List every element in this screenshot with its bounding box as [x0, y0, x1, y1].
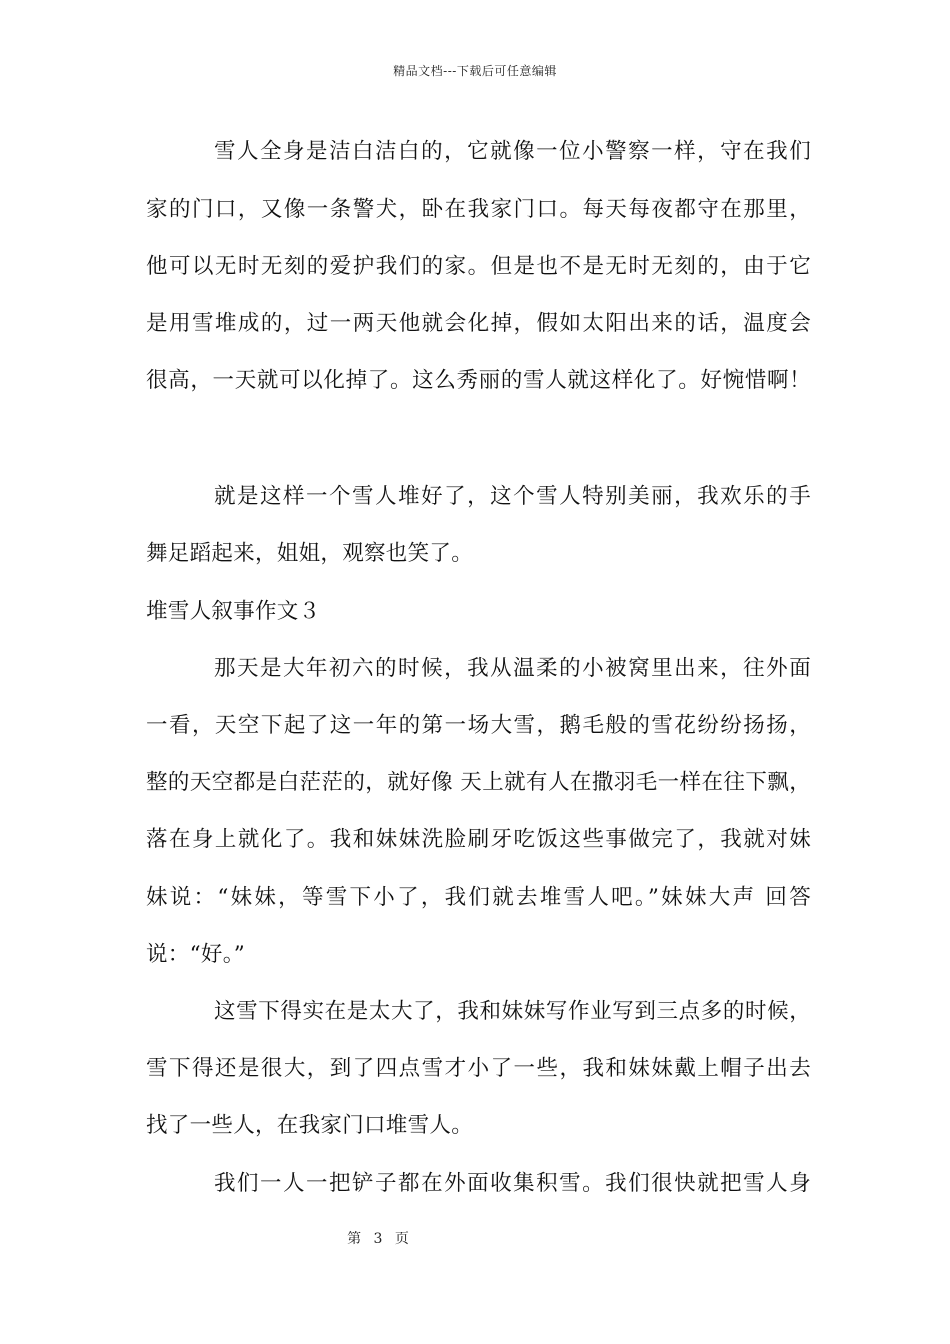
paragraph-line: 整的天空都是白茫茫的，就好像 天上就有人在撒羽毛一样在往下飘，	[146, 770, 811, 795]
paragraph-line: 是用雪堆成的，过一两天他就会化掉，假如太阳出来的话，温度会	[146, 311, 811, 336]
paragraph-line: 就是这样一个雪人堆好了，这个雪人特别美丽，我欢乐的手	[214, 484, 811, 509]
paragraph-line: 他可以无时无刻的爱护我们的家。但是也不是无时无刻的，由于它	[146, 254, 811, 279]
paragraph-line: 雪人全身是洁白洁白的，它就像一位小警察一样，守在我们	[214, 139, 811, 164]
paragraph-line: 我们一人一把铲子都在外面收集积雪。我们很快就把雪人身	[214, 1171, 811, 1196]
paragraph-line: 一看，天空下起了这一年的第一场大雪，鹅毛般的雪花纷纷扬扬，	[146, 713, 811, 738]
paragraph-line: 找了一些人，在我家门口堆雪人。	[146, 1113, 474, 1138]
paragraph-line: 雪下得还是很大，到了四点雪才小了一些，我和妹妹戴上帽子出去	[146, 1056, 811, 1081]
paragraph-line: 落在身上就化了。我和妹妹洗脸刷牙吃饭这些事做完了，我就对妹	[146, 827, 811, 852]
paragraph-line: 舞足蹈起来，姐姐，观察也笑了。	[146, 541, 474, 566]
paragraph-line: 说：“好。”	[146, 942, 246, 967]
page-number: 第 3 页	[347, 1231, 413, 1247]
paragraph-line: 妹说：“妹妹，等雪下小了，我们就去堆雪人吧。”妹妹大声 回答	[146, 885, 811, 910]
paragraph-line: 很高，一天就可以化掉了。这么秀丽的雪人就这样化了。好惋惜啊！	[146, 368, 811, 393]
paragraph-line: 这雪下得实在是太大了，我和妹妹写作业写到三点多的时候，	[214, 999, 811, 1024]
paragraph-line: 家的门口，又像一条警犬，卧在我家门口。每天每夜都守在那里，	[146, 197, 811, 222]
page-header: 精品文档---下载后可任意编辑	[393, 64, 557, 78]
section-title: 堆雪人叙事作文３	[146, 599, 321, 624]
paragraph-line: 那天是大年初六的时候，我从温柔的小被窝里出来，往外面	[214, 656, 811, 681]
